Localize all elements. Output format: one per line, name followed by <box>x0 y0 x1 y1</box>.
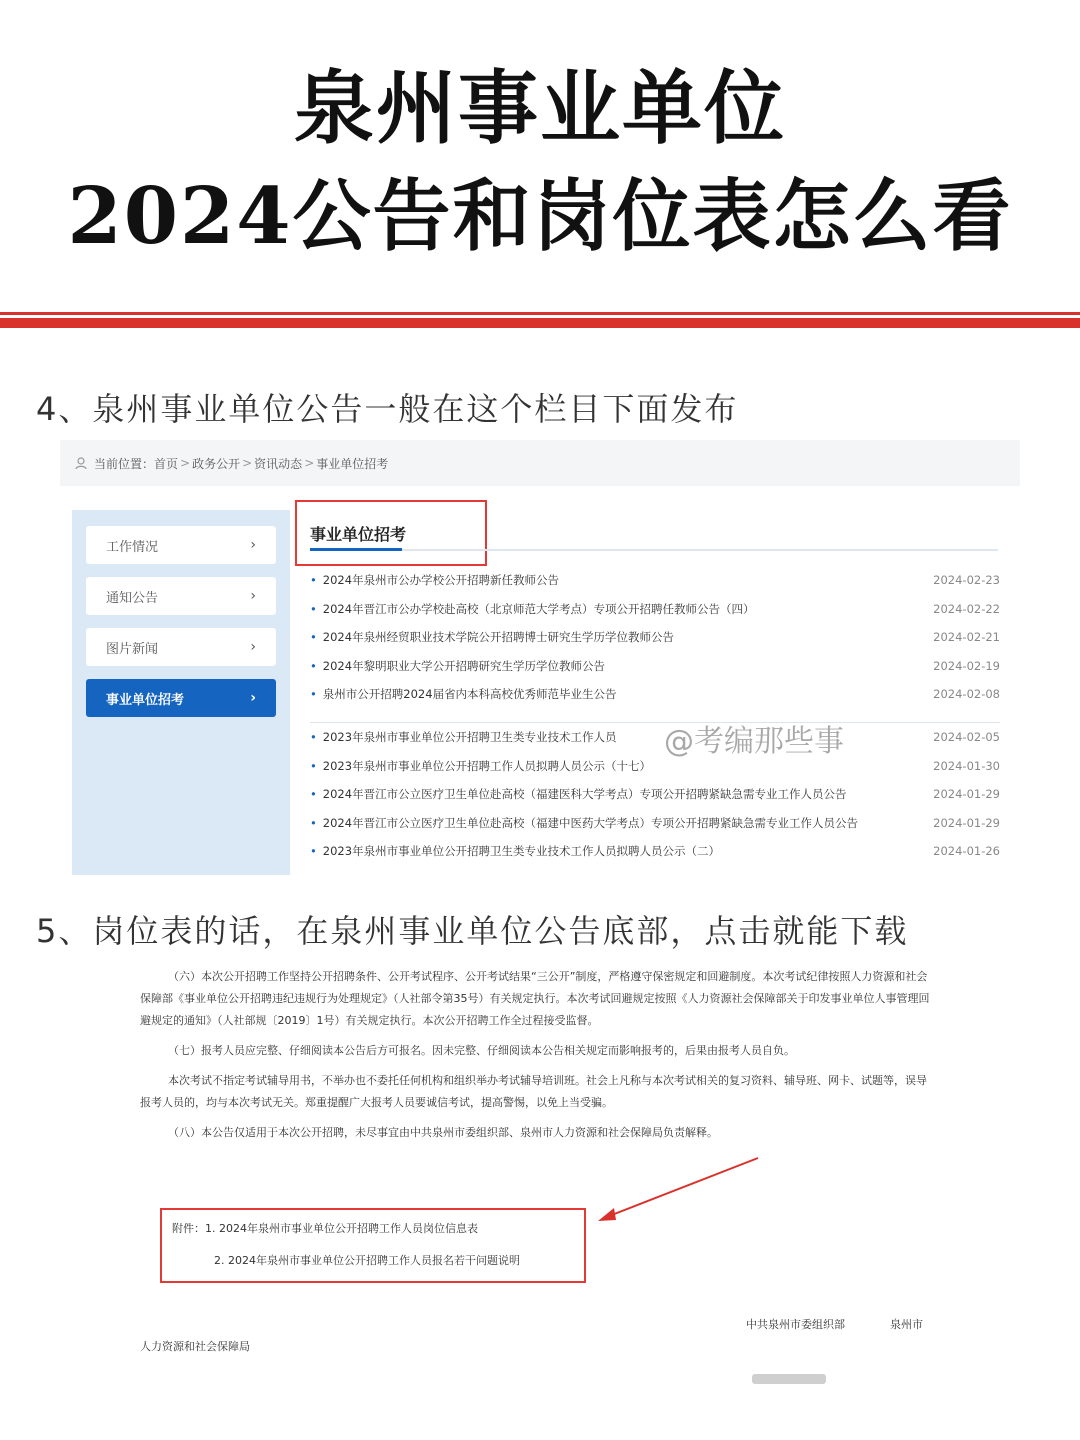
sidebar-item-recruitment[interactable] <box>86 679 276 717</box>
breadcrumb: 当前位置： 首页 > 政务公开 > 资讯动态 > 事业单位招考 <box>60 440 1020 486</box>
attachment-link-1[interactable]: 附件：1. 2024年泉州市事业单位公开招聘工作人员岗位信息表 <box>172 1222 478 1235</box>
list-item[interactable]: • 泉州市公开招聘2024届省内本科高校优秀师范毕业生公告 2024-02-08 <box>310 680 1000 709</box>
doc-paragraph-tip: 本次考试不指定考试辅导用书，不举办也不委托任何机构和组织举办考试辅导培训班。社会上凡称与本次考试相关的复习资料、辅导班、网卡、试题等，误导报考人员的，均与本次考试无关。郑重提醒广大报考人员要诚信考试，提高警惕，以免上当受骗。 <box>140 1074 927 1109</box>
chevron-right-icon: › <box>250 690 256 706</box>
list-item[interactable]: • 2024年泉州市公办学校公开招聘新任教师公告 2024-02-23 <box>310 566 1000 595</box>
sidebar-item-label: 图片新闻 <box>106 641 159 657</box>
attachment-box <box>160 1208 586 1283</box>
user-icon <box>74 456 88 470</box>
news-list-group-1 <box>310 566 1000 709</box>
title-line-1: 泉州事业单位 <box>294 61 786 155</box>
document-excerpt <box>140 966 930 1152</box>
chevron-right-icon: › <box>250 588 256 604</box>
list-item[interactable]: • 2024年晋江市公立医疗卫生单位赴高校（福建中医药大学考点）专项公开招聘紧缺急需专业工作人员公告 2024-01-29 <box>310 809 1000 838</box>
doc-paragraph-8: （八）本公告仅适用于本次公开招聘，未尽事宜由中共泉州市委组织部、泉州市人力资源和社会保障局负责解释。 <box>168 1126 718 1139</box>
sidebar-item-notice[interactable] <box>86 577 276 615</box>
signature-org-1: 中共泉州市委组织部 <box>746 1318 845 1331</box>
signature-org-3: 人力资源和社会保障局 <box>140 1340 250 1353</box>
step-4-heading: 4、泉州事业单位公告一般在这个栏目下面发布 <box>36 390 739 428</box>
red-arrow-icon <box>590 1150 770 1230</box>
breadcrumb-news[interactable]: 资讯动态 <box>254 456 303 471</box>
list-item[interactable]: • 2023年泉州市事业单位公开招聘卫生类专业技术工作人员拟聘人员公示（二） 2024-01-26 <box>310 837 1000 866</box>
list-item[interactable]: • 2023年泉州市事业单位公开招聘工作人员拟聘人员公示（十七） 2024-01-30 <box>310 752 1000 781</box>
sidebar <box>72 510 290 875</box>
sidebar-item-photo-news[interactable] <box>86 628 276 666</box>
attachment-link-2[interactable]: 2. 2024年泉州市事业单位公开招聘工作人员报名若干问题说明 <box>214 1254 520 1267</box>
signature-org-2: 泉州市 <box>890 1318 923 1331</box>
list-item[interactable]: • 2024年晋江市公立医疗卫生单位赴高校（福建医科大学考点）专项公开招聘紧缺急需专业工作人员公告 2024-01-29 <box>310 780 1000 809</box>
panel-underline <box>310 549 998 551</box>
sidebar-item-label: 事业单位招考 <box>106 692 185 708</box>
page-title <box>0 40 1080 262</box>
news-list-group-2 <box>310 722 1000 866</box>
chevron-right-icon: › <box>250 639 256 655</box>
watermark: @考编那些事 <box>664 724 844 759</box>
step-5-heading: 5、岗位表的话，在泉州事业单位公告底部，点击就能下载 <box>36 912 909 950</box>
list-item[interactable]: • 2024年晋江市公办学校赴高校（北京师范大学考点）专项公开招聘任教师公告（四） 2024-02-22 <box>310 595 1000 624</box>
list-item[interactable]: • 2024年黎明职业大学公开招聘研究生学历学位教师公告 2024-02-19 <box>310 652 1000 681</box>
divider-thick <box>0 318 1080 328</box>
doc-paragraph-7: （七）报考人员应完整、仔细阅读本公告后方可报名。因未完整、仔细阅读本公告相关规定而影响报考的，后果由报考人员自负。 <box>168 1044 795 1057</box>
panel-title: 事业单位招考 <box>310 525 407 544</box>
breadcrumb-current[interactable]: 事业单位招考 <box>316 456 389 471</box>
panel-underline-accent <box>310 548 402 551</box>
title-line-2: 2024公告和岗位表怎么看 <box>67 171 1013 262</box>
doc-paragraph-6: （六）本次公开招聘工作坚持公开招聘条件、公开考试程序、公开考试结果“三公开”制度，严格遵守保密规定和回避制度。本次考试纪律按照人力资源和社会保障部《事业单位公开招聘违纪违规行为处理规定》（人社部令第35号）有关规定执行。本次考试回避规定按照《人力资源社会保障部关于印发事业单位人事管理回避规定的通知》（人社部规〔2019〕1号）有关规定执行。本次公开招聘工作全过程接受监督。 <box>140 970 930 1027</box>
divider-thin <box>0 312 1080 315</box>
breadcrumb-prefix: 当前位置： <box>94 456 155 471</box>
sidebar-item-work[interactable] <box>86 526 276 564</box>
sidebar-item-label: 通知公告 <box>106 590 159 606</box>
signature-date-redacted <box>752 1374 826 1384</box>
list-item[interactable]: • 2024年泉州经贸职业技术学院公开招聘博士研究生学历学位教师公告 2024-02-21 <box>310 623 1000 652</box>
breadcrumb-home[interactable]: 首页 <box>154 456 179 471</box>
sidebar-item-label: 工作情况 <box>106 539 159 555</box>
list-item[interactable]: • 2023年泉州市事业单位公开招聘卫生类专业技术工作人员 2024-02-05 <box>310 723 1000 752</box>
breadcrumb-gov[interactable]: 政务公开 <box>192 456 241 471</box>
chevron-right-icon: › <box>250 537 256 553</box>
